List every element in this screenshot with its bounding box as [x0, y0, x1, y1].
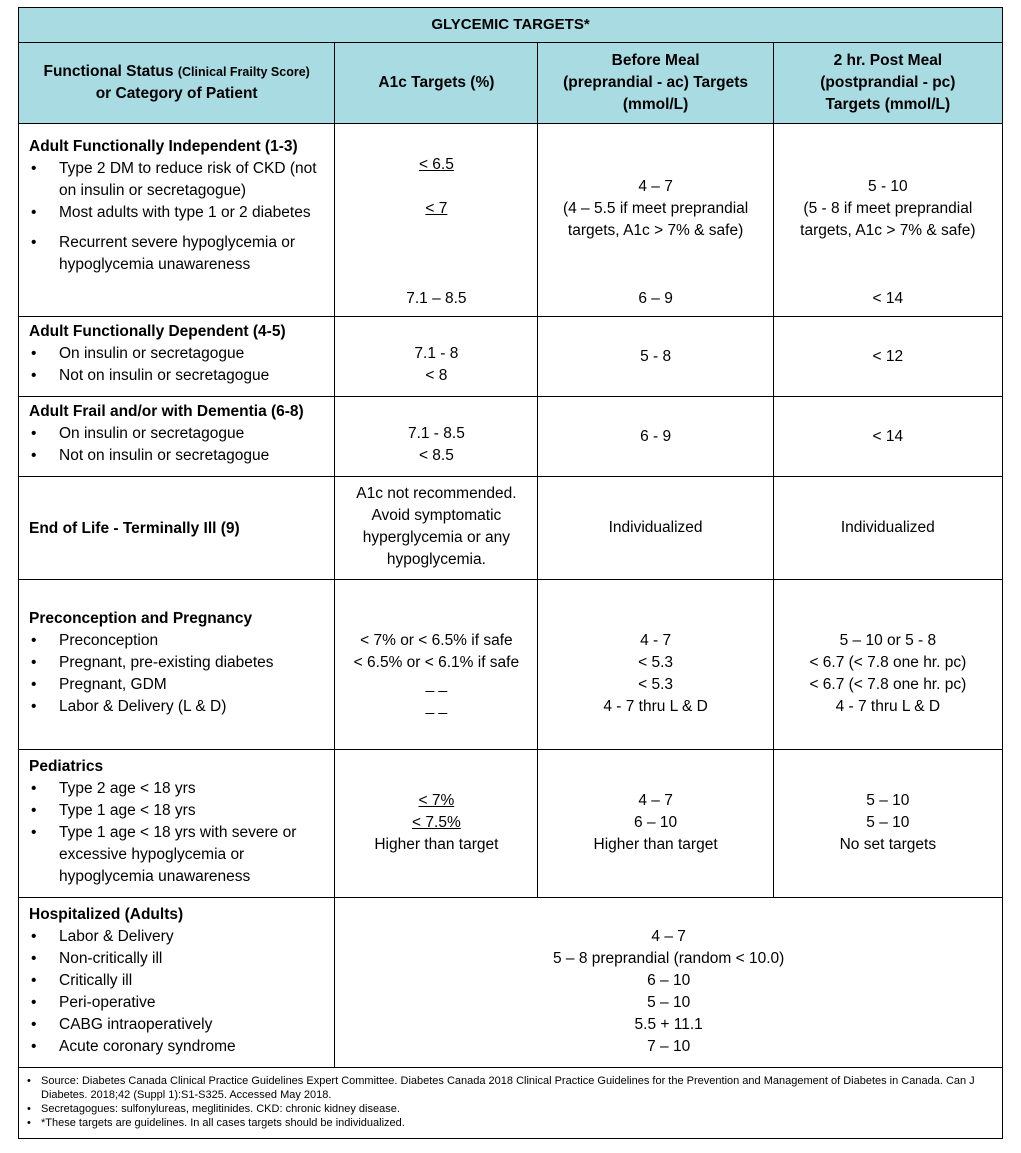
value: < 6.7 (< 7.8 one hr. pc) [809, 676, 967, 693]
list-item: • Labor & Delivery [29, 926, 334, 948]
glycemic-targets-table [18, 7, 1003, 1139]
value: 5 – 10 or 5 - 8 [839, 632, 937, 649]
list-item: • Critically ill [29, 970, 334, 992]
value: (5 - 8 if meet preprandial [803, 200, 973, 217]
value: 6 – 10 [647, 972, 691, 989]
table-row [19, 397, 1003, 477]
category-cell [19, 124, 335, 317]
category-cell [19, 580, 335, 750]
value: (4 – 5.5 if meet preprandial [562, 200, 749, 217]
value: 4 – 7 [638, 178, 673, 195]
value: < 8.5 [418, 447, 454, 464]
value: 4 - 7 thru L & D [835, 698, 941, 715]
value: 6 – 9 [638, 290, 673, 307]
table-row [19, 898, 1003, 1068]
category-cell [19, 750, 335, 898]
section-title: End of Life - Terminally Ill (9) [29, 520, 240, 537]
a1c-value: < 6.5 [418, 156, 454, 173]
list-item: • Most adults with type 1 or 2 diabetes [29, 202, 334, 224]
section-title: Adult Frail and/or with Dementia (6-8) [29, 403, 304, 420]
value [335, 790, 537, 812]
section-title: Hospitalized (Adults) [29, 906, 184, 923]
footnotes-row [19, 1068, 1003, 1139]
value [335, 154, 537, 176]
list-item: • On insulin or secretagogue [29, 343, 334, 365]
value: _ _ [425, 698, 448, 715]
value: < 14 [872, 290, 904, 307]
value: A1c not recommended. [356, 485, 517, 502]
table-row [19, 580, 1003, 750]
value [335, 198, 537, 220]
header-col3-line1: Before Meal [611, 52, 700, 69]
value: 4 - 7 thru L & D [603, 698, 708, 715]
value: hyperglycemia or any [362, 529, 511, 546]
list-item: • Recurrent severe hypoglycemia or hypoglycemia unawareness [29, 232, 334, 276]
header-col4-line3: Targets (mmol/L) [825, 96, 951, 113]
value: 4 – 7 [651, 928, 686, 945]
footnote-individualized: • *These targets are guidelines. In all cases targets should be individualized. [25, 1116, 996, 1130]
list-item: • Preconception [29, 630, 334, 652]
list-item: • Type 1 age < 18 yrs with severe or excessive hypoglycemia or hypoglycemia unawareness [29, 822, 334, 888]
header-col4-line2: (postprandial - pc) [820, 74, 956, 91]
header-col4-line1: 2 hr. Post Meal [833, 52, 943, 69]
list-item: • Pregnant, pre-existing diabetes [29, 652, 334, 674]
list-item: • Not on insulin or secretagogue [29, 445, 334, 467]
category-cell [19, 898, 335, 1068]
value: 4 - 7 [640, 632, 672, 649]
section-title: Adult Functionally Independent (1-3) [29, 138, 298, 155]
value: 7 – 10 [647, 1038, 691, 1055]
list-item: • Pregnant, GDM [29, 674, 334, 696]
list-item: • Type 1 age < 18 yrs [29, 800, 334, 822]
table-row [19, 750, 1003, 898]
footnote-source: • Source: Diabetes Canada Clinical Practice Guidelines Expert Committee. Diabetes Canada 2018 Clinical Practice Guidelines for the Prevention and Management of Diabetes in Canada. Can J Diabetes. 2018;42 (Suppl 1):S1-S325. Accessed May 2018. [25, 1074, 996, 1102]
value: 5 - 10 [868, 178, 908, 195]
category-cell [19, 477, 335, 580]
header-col1-main-a: Functional Status [43, 63, 178, 80]
a1c-cell [335, 750, 538, 898]
value: 5.5 + 11.1 [634, 1016, 703, 1033]
value: No set targets [839, 836, 937, 853]
category-cell [19, 317, 335, 397]
value: _ _ [425, 676, 448, 693]
header-post-meal [773, 43, 1002, 124]
post-meal-cell [773, 124, 1002, 317]
a1c-value: 7.1 – 8.5 [406, 290, 467, 307]
section-title: Pediatrics [29, 758, 104, 775]
a1c-cell [335, 317, 538, 397]
header-a1c: A1c Targets (%) [335, 43, 538, 124]
a1c-value: < 7 [425, 200, 448, 217]
value: < 7% or < 6.5% if safe [360, 632, 513, 649]
a1c-cell [335, 477, 538, 580]
post-meal-cell: < 12 [773, 317, 1002, 397]
table-title: GLYCEMIC TARGETS* [19, 8, 1003, 43]
a1c-value: < 7% [418, 792, 455, 809]
header-before-meal [538, 43, 773, 124]
list-item: • Acute coronary syndrome [29, 1036, 334, 1058]
list-item: • CABG intraoperatively [29, 1014, 334, 1036]
a1c-cell [335, 580, 538, 750]
value: targets, A1c > 7% & safe) [567, 222, 744, 239]
value: targets, A1c > 7% & safe) [800, 222, 976, 239]
before-meal-cell [538, 580, 773, 750]
header-col3-line3: (mmol/L) [622, 96, 689, 113]
value [335, 812, 537, 834]
value: hypoglycemia. [386, 551, 486, 568]
before-meal-cell [538, 124, 773, 317]
list-item: • On insulin or secretagogue [29, 423, 334, 445]
header-col1-small: (Clinical Frailty Score) [177, 65, 310, 79]
value: 5 – 10 [647, 994, 691, 1011]
value: < 6.5% or < 6.1% if safe [353, 654, 520, 671]
value: < 5.3 [638, 676, 674, 693]
value: 6 – 10 [634, 814, 678, 831]
a1c-cell [335, 124, 538, 317]
value: 5 – 10 [866, 792, 910, 809]
header-functional-status [19, 43, 335, 124]
a1c-cell [335, 397, 538, 477]
value: Higher than target [593, 836, 718, 853]
hospital-targets-cell [335, 898, 1003, 1068]
before-meal-cell: Individualized [538, 477, 773, 580]
value: Avoid symptomatic [371, 507, 502, 524]
header-col1-main-b: or Category of Patient [95, 85, 258, 102]
glycemic-targets-document [18, 7, 1003, 1139]
list-item: • Type 2 age < 18 yrs [29, 778, 334, 800]
value: 5 – 8 preprandial (random < 10.0) [552, 950, 785, 967]
section-title: Adult Functionally Dependent (4-5) [29, 323, 286, 340]
value: < 8 [425, 367, 448, 384]
before-meal-cell: 5 - 8 [538, 317, 773, 397]
post-meal-cell: Individualized [773, 477, 1002, 580]
list-item: • Not on insulin or secretagogue [29, 365, 334, 387]
table-row [19, 477, 1003, 580]
before-meal-cell: 6 - 9 [538, 397, 773, 477]
post-meal-cell [773, 750, 1002, 898]
value: 5 – 10 [866, 814, 910, 831]
header-col3-line2: (preprandial - ac) Targets [563, 74, 749, 91]
value: < 6.7 (< 7.8 one hr. pc) [809, 654, 967, 671]
footnotes [19, 1068, 1003, 1139]
value: 7.1 - 8 [414, 345, 459, 362]
list-item: • Non-critically ill [29, 948, 334, 970]
value: 4 – 7 [638, 792, 673, 809]
value: Higher than target [374, 836, 499, 853]
section-title: Preconception and Pregnancy [29, 610, 253, 627]
value: 7.1 - 8.5 [407, 425, 465, 442]
category-cell [19, 397, 335, 477]
table-row [19, 317, 1003, 397]
table-row [19, 124, 1003, 317]
a1c-value: < 7.5% [412, 814, 461, 831]
value: < 5.3 [638, 654, 674, 671]
footnote-secretagogues: • Secretagogues: sulfonylureas, meglitinides. CKD: chronic kidney disease. [25, 1102, 996, 1116]
post-meal-cell: < 14 [773, 397, 1002, 477]
list-item: • Type 2 DM to reduce risk of CKD (not on insulin or secretagogue) [29, 158, 334, 202]
post-meal-cell [773, 580, 1002, 750]
before-meal-cell [538, 750, 773, 898]
list-item: • Peri-operative [29, 992, 334, 1014]
list-item: • Labor & Delivery (L & D) [29, 696, 334, 718]
